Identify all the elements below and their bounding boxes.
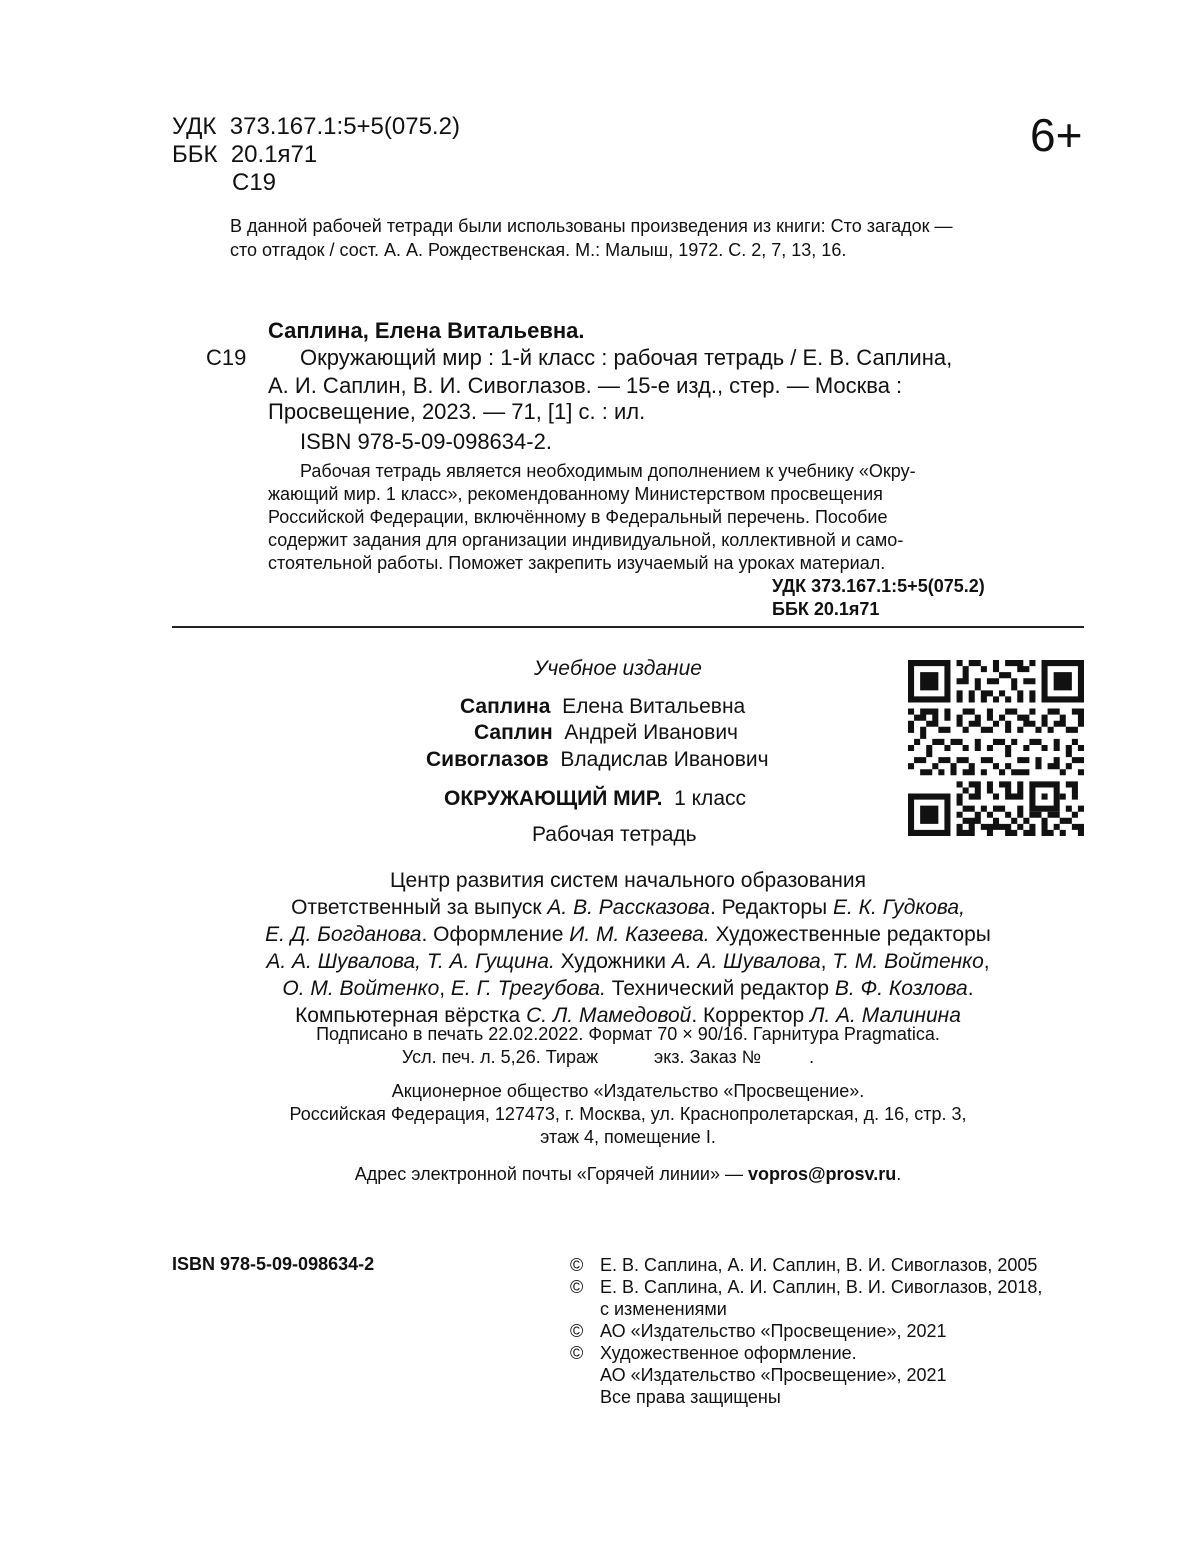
copyright-line: Художественное оформление.: [600, 1343, 857, 1363]
credits-center: Центр развития систем начального образования: [389, 869, 867, 892]
credits-text: Технический редактор: [605, 977, 835, 1000]
annotation-line: содержит задания для организации индивидуальной, коллективной и само-: [268, 530, 904, 550]
annotation-line: Рабочая тетрадь является необходимым дополнением к учебнику «Окру-: [300, 461, 916, 481]
author-names: Елена Витальевна: [562, 695, 746, 718]
edition-author-2: [474, 721, 738, 745]
catalog-line2: А. И. Саплин, В. И. Сивоглазов. — 15-е изд., стер. — Москва :: [268, 373, 903, 398]
credits-block: [172, 867, 1084, 1029]
credits-person: В. Ф. Козлова: [834, 977, 968, 1000]
credits-line3: [172, 921, 1084, 948]
publisher-line2: Российская Федерация, 127473, г. Москва, ул. Краснопролетарская, д. 16, стр. 3,: [289, 1104, 967, 1124]
credits-text: ,: [983, 950, 990, 973]
credits-person: О. М. Войтенко: [282, 977, 440, 1000]
credits-line2: [172, 894, 1084, 921]
credits-text: Ответственный за выпуск: [291, 896, 548, 919]
copyright-line: Все права защищены: [600, 1387, 781, 1407]
catalog-line1: Окружающий мир : 1-й класс : рабочая тетрадь / Е. В. Саплина,: [300, 345, 953, 370]
author-surname: Саплина: [460, 695, 551, 718]
credits-text: Компьютерная вёрстка: [295, 1004, 527, 1027]
publisher-line1: Акционерное общество «Издательство «Просвещение».: [391, 1081, 865, 1101]
credits-person: Т. М. Войтенко: [832, 950, 984, 973]
credits-line5: [172, 975, 1084, 1002]
edition-author-3: [426, 748, 769, 772]
source-note-line1: В данной рабочей тетради были использованы произведения из книги: Сто загадок —: [230, 216, 953, 236]
credits-text: .: [967, 977, 974, 1000]
copyright-line: Е. В. Саплина, А. И. Саплин, В. И. Сивоглазов, 2018,: [600, 1277, 1043, 1297]
copyright-icon: ©: [570, 1277, 584, 1297]
edition-author-1: [460, 695, 745, 719]
credits-person: Е. Г. Трегубова.: [450, 977, 606, 1000]
annotation-line: стоятельной работы. Поможет закрепить изучаемый на уроках материал.: [268, 553, 886, 573]
book-title: ОКРУЖАЮЩИЙ МИР.: [444, 787, 663, 810]
copyright-line: АО «Издательство «Просвещение», 2021: [600, 1321, 947, 1341]
print-info-text: Усл. печ. л. 5,26. Тираж: [401, 1047, 599, 1067]
annotation-line: Российской Федерации, включённому в Федеральный перечень. Пособие: [268, 507, 888, 527]
credits-text: . Корректор: [691, 1004, 810, 1027]
qr-code: [908, 660, 1084, 836]
bbk-label: ББК: [172, 141, 218, 168]
udk-label: УДК: [172, 113, 217, 140]
udk-header: [172, 112, 460, 141]
copyright-line: Е. В. Саплина, А. И. Саплин, В. И. Сивоглазов, 2005: [600, 1255, 1038, 1275]
author-names: Андрей Иванович: [564, 721, 738, 744]
publisher-info: [172, 1080, 1084, 1149]
catalog-annotation: [268, 460, 1048, 575]
copyright-icon: ©: [570, 1321, 584, 1341]
edition-subtitle: Рабочая тетрадь: [532, 823, 697, 846]
catalog-bbk: ББК 20.1я71: [772, 599, 880, 619]
annotation-line: жающий мир. 1 класс», рекомендованному Министерством просвещения: [268, 484, 883, 504]
footer-isbn: ISBN 978-5-09-098634-2: [172, 1254, 375, 1274]
copyright-icon: ©: [570, 1255, 584, 1275]
credits-person: С. Л. Мамедовой: [526, 1004, 692, 1027]
print-info-line2: [172, 1046, 1084, 1069]
author-surname: Сивоглазов: [426, 748, 549, 771]
credits-line4: [172, 948, 1084, 975]
credits-person: Е. Д. Богданова: [265, 923, 422, 946]
print-info: [172, 1023, 1084, 1069]
print-info-text: .: [809, 1047, 815, 1067]
copyright-item: [570, 1276, 1042, 1320]
credits-person: И. М. Казеева.: [569, 923, 710, 946]
hotline-text: Адрес электронной почты «Горячей линии» —: [354, 1164, 748, 1184]
author-mark: С19: [232, 169, 277, 196]
credits-person: А. В. Рассказова: [547, 896, 710, 919]
copyright-item: [570, 1342, 1042, 1408]
copyright-line: АО «Издательство «Просвещение», 2021: [600, 1365, 947, 1385]
book-grade: 1 класс: [674, 787, 746, 810]
print-info-text: экз. Заказ №: [654, 1047, 762, 1067]
catalog-isbn: ISBN 978-5-09-098634-2.: [300, 429, 552, 454]
author-surname: Саплин: [474, 721, 553, 744]
copyright-icon: ©: [570, 1343, 584, 1363]
copyright-block: [570, 1254, 1042, 1408]
copyright-item: [570, 1254, 1042, 1276]
edition-type: Учебное издание: [534, 657, 702, 680]
copyright-line: с изменениями: [600, 1299, 727, 1319]
source-note-line2: сто отгадок / сост. А. А. Рождественская. М.: Малыш, 1972. С. 2, 7, 13, 16.: [230, 240, 847, 260]
hotline: [172, 1163, 1084, 1186]
publisher-line3: этаж 4, помещение I.: [540, 1127, 716, 1147]
bbk-header: [172, 140, 317, 169]
edition-title: [444, 787, 746, 811]
copyright-item: [570, 1320, 1042, 1342]
credits-text: . Редакторы: [709, 896, 833, 919]
age-rating: 6+: [1030, 109, 1083, 161]
credits-person: Е. К. Гудкова,: [832, 896, 965, 919]
catalog-mark: С19: [206, 345, 247, 370]
udk-value: 373.167.1:5+5(075.2): [229, 113, 460, 140]
author-names: Владислав Иванович: [560, 748, 769, 771]
catalog-author: Саплина, Елена Витальевна.: [268, 318, 585, 343]
credits-text: Художественные редакторы: [709, 923, 991, 946]
bbk-value: 20.1я71: [230, 141, 318, 168]
divider-line: [172, 626, 1084, 628]
hotline-email: vopros@prosv.ru: [747, 1164, 897, 1184]
print-info-line1: Подписано в печать 22.02.2022. Формат 70 × 90/16. Гарнитура Pragmatica.: [316, 1024, 940, 1044]
credits-person: А. А. Шувалова: [671, 950, 821, 973]
catalog-udk: УДК 373.167.1:5+5(075.2): [772, 576, 985, 596]
catalog-line3: Просвещение, 2023. — 71, [1] с. : ил.: [268, 399, 646, 424]
credits-person: А. А. Шувалова, Т. А. Гущина.: [266, 950, 555, 973]
credits-text: . Оформление: [421, 923, 570, 946]
credits-person: Л. А. Малинина: [809, 1004, 961, 1027]
credits-text: Художники: [554, 950, 672, 973]
credits-text: ,: [820, 950, 833, 973]
hotline-text: .: [896, 1164, 902, 1184]
credits-text: ,: [439, 977, 451, 1000]
